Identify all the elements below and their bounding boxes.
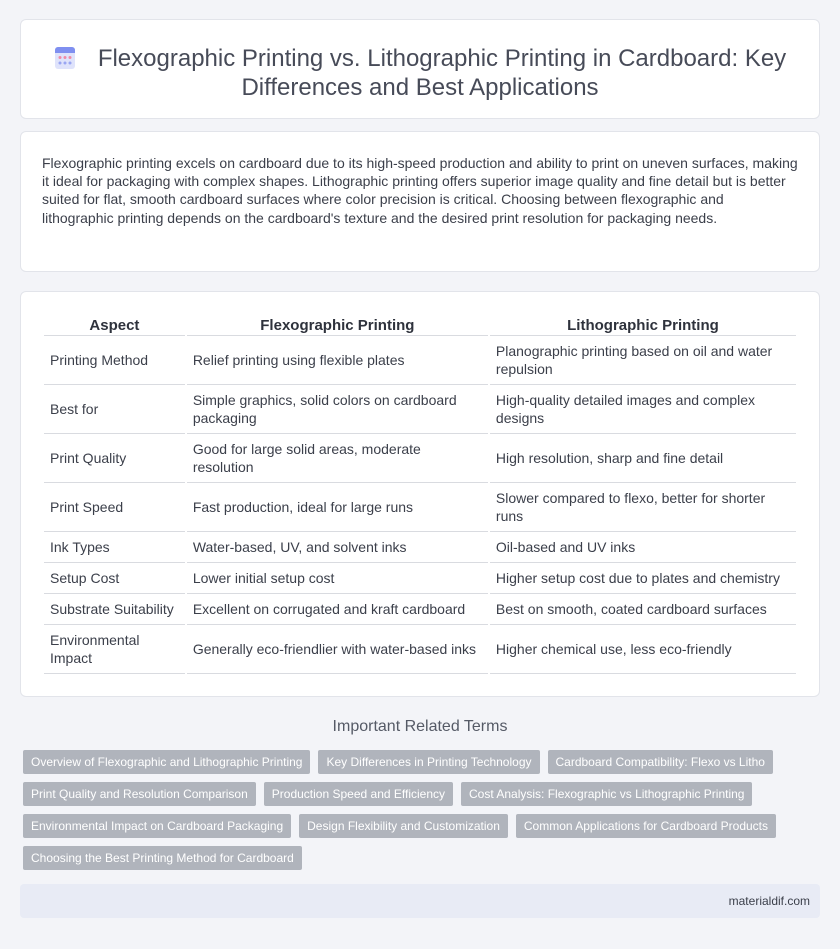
- related-terms-heading: Important Related Terms: [332, 718, 508, 735]
- cell-aspect: Setup Cost: [44, 563, 185, 594]
- cell-flexo: Excellent on corrugated and kraft cardboard: [187, 594, 488, 625]
- related-term-tag[interactable]: Environmental Impact on Cardboard Packaging: [23, 814, 291, 838]
- cell-litho: Best on smooth, coated cardboard surfaces: [490, 594, 796, 625]
- intro-card: [20, 131, 820, 272]
- intro-paragraph: Flexographic printing excels on cardboard due to its high-speed production and ability to print on uneven surfaces, making it ideal for packaging with complex shapes. Lithographic printing offers superior image quality and fine detail but is better suited for flat, smooth cardboard surfaces where color precision is critical. Choosing between flexographic and lithographic printing depends on the cardboard's texture and the desired print resolution for packaging needs.: [42, 155, 798, 226]
- related-term-tag[interactable]: Cost Analysis: Flexographic vs Lithographic Printing: [461, 782, 752, 806]
- cell-litho: High resolution, sharp and fine detail: [490, 434, 796, 483]
- cell-aspect: Environmental Impact: [44, 625, 185, 674]
- document-icon: [54, 46, 76, 70]
- table-row: [44, 434, 796, 483]
- cell-flexo: Lower initial setup cost: [187, 563, 488, 594]
- cell-litho: Higher chemical use, less eco-friendly: [490, 625, 796, 674]
- page-title: Flexographic Printing vs. Lithographic Printing in Cardboard: Key Differences and Best Applications: [97, 45, 787, 101]
- related-term-tag[interactable]: Production Speed and Efficiency: [264, 782, 453, 806]
- table-row: [44, 385, 796, 434]
- site-link[interactable]: materialdif.com: [728, 894, 810, 908]
- cell-aspect: Ink Types: [44, 532, 185, 563]
- cell-aspect: Print Quality: [44, 434, 185, 483]
- cell-litho: Planographic printing based on oil and water repulsion: [490, 336, 796, 385]
- related-term-tag[interactable]: Design Flexibility and Customization: [299, 814, 508, 838]
- related-terms-list: [23, 750, 813, 870]
- comparison-card: [20, 291, 820, 697]
- table-row: [44, 594, 796, 625]
- comparison-table: [42, 316, 798, 674]
- cell-litho: Higher setup cost due to plates and chemistry: [490, 563, 796, 594]
- table-header-row: [44, 316, 796, 336]
- related-term-tag[interactable]: Overview of Flexographic and Lithographic Printing: [23, 750, 310, 774]
- table-row: [44, 563, 796, 594]
- header-aspect: Aspect: [44, 316, 185, 336]
- table-row: [44, 483, 796, 532]
- related-term-tag[interactable]: Cardboard Compatibility: Flexo vs Litho: [548, 750, 773, 774]
- header-lithographic: Lithographic Printing: [490, 316, 796, 336]
- cell-flexo: Simple graphics, solid colors on cardboard packaging: [187, 385, 488, 434]
- title-card: [20, 19, 820, 119]
- cell-flexo: Generally eco-friendlier with water-based inks: [187, 625, 488, 674]
- cell-litho: Oil-based and UV inks: [490, 532, 796, 563]
- table-row: [44, 336, 796, 385]
- footer: [20, 884, 820, 918]
- related-term-tag[interactable]: Print Quality and Resolution Comparison: [23, 782, 256, 806]
- cell-aspect: Substrate Suitability: [44, 594, 185, 625]
- related-term-tag[interactable]: Common Applications for Cardboard Products: [516, 814, 776, 838]
- cell-flexo: Relief printing using flexible plates: [187, 336, 488, 385]
- cell-flexo: Fast production, ideal for large runs: [187, 483, 488, 532]
- cell-aspect: Printing Method: [44, 336, 185, 385]
- header-flexographic: Flexographic Printing: [187, 316, 488, 336]
- cell-litho: Slower compared to flexo, better for shorter runs: [490, 483, 796, 532]
- related-term-tag[interactable]: Choosing the Best Printing Method for Cardboard: [23, 846, 302, 870]
- cell-litho: High-quality detailed images and complex designs: [490, 385, 796, 434]
- cell-flexo: Water-based, UV, and solvent inks: [187, 532, 488, 563]
- cell-aspect: Print Speed: [44, 483, 185, 532]
- cell-aspect: Best for: [44, 385, 185, 434]
- table-row: [44, 532, 796, 563]
- table-row: [44, 625, 796, 674]
- related-term-tag[interactable]: Key Differences in Printing Technology: [318, 750, 539, 774]
- cell-flexo: Good for large solid areas, moderate resolution: [187, 434, 488, 483]
